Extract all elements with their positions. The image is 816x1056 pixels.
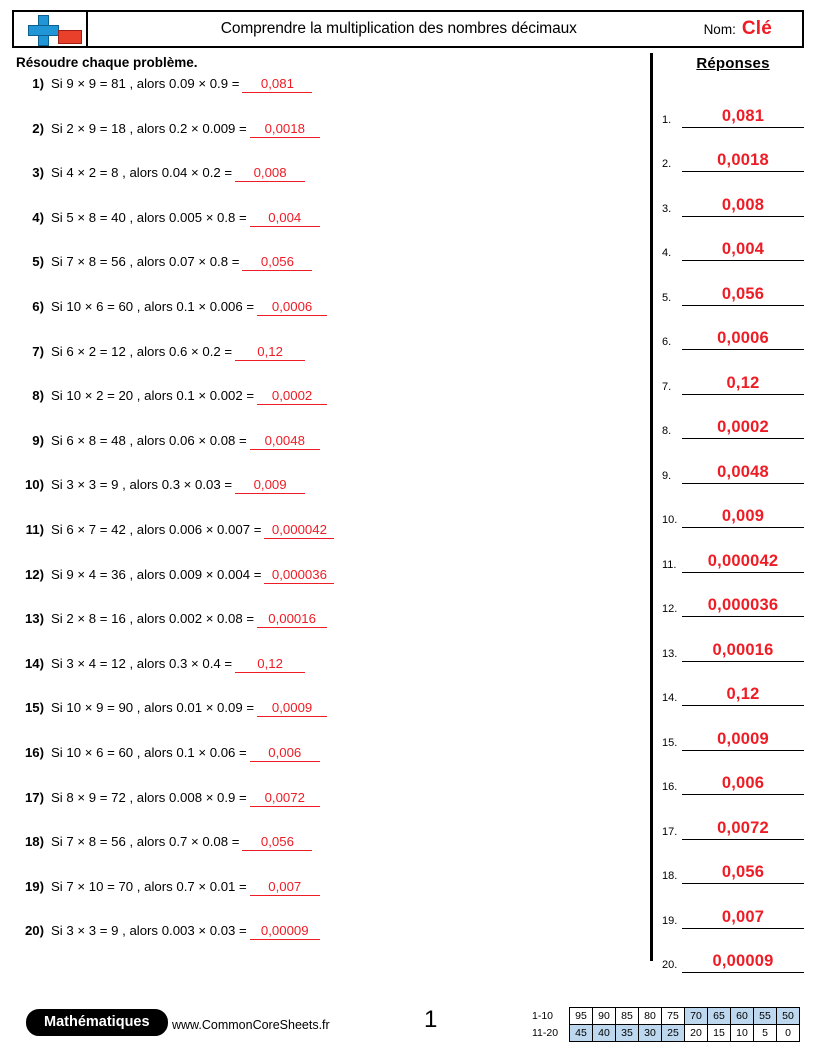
worksheet-body <box>12 55 804 971</box>
answer-number: 3. <box>662 202 672 215</box>
problem-text: Si 7 × 8 = 56 , alors 0.07 × 0.8 = <box>51 254 240 270</box>
column-divider <box>650 53 653 961</box>
answer-row <box>662 439 804 484</box>
worksheet-header <box>12 10 804 48</box>
problem-answer-blank[interactable]: 0,0006 <box>257 299 327 316</box>
page-title: Comprendre la multiplication des nombres décimaux <box>220 20 577 37</box>
problem-number: 14) <box>24 655 44 671</box>
problem-answer-blank[interactable]: 0,007 <box>250 879 320 896</box>
score-cell: 20 <box>685 1025 708 1042</box>
problem-number: 20) <box>24 923 44 939</box>
answer-row <box>662 795 804 840</box>
instructions-text: Résoudre chaque problème. <box>16 55 198 70</box>
problem-answer-blank[interactable]: 0,008 <box>235 165 305 182</box>
name-label: Nom: <box>703 21 736 37</box>
answer-row <box>662 528 804 573</box>
score-cell: 35 <box>616 1025 639 1042</box>
answer-row <box>662 706 804 751</box>
problem-number: 13) <box>24 611 44 627</box>
problem-row <box>12 834 644 879</box>
answer-number: 4. <box>662 247 672 259</box>
problem-row <box>12 700 644 745</box>
answer-value[interactable]: 0,0002 <box>682 418 804 439</box>
answer-value[interactable]: 0,0006 <box>682 329 804 350</box>
answer-number: 14. <box>662 692 678 704</box>
answer-row <box>662 128 804 173</box>
score-cell: 65 <box>708 1008 731 1025</box>
problem-text: Si 7 × 8 = 56 , alors 0.7 × 0.08 = <box>51 834 240 850</box>
problem-row <box>12 611 644 656</box>
problem-row <box>12 165 644 210</box>
problem-answer-blank[interactable]: 0,00009 <box>250 923 320 940</box>
answer-row <box>662 261 804 306</box>
problem-answer-blank[interactable]: 0,000042 <box>264 522 334 539</box>
answers-title: Réponses <box>696 55 770 72</box>
problem-number: 7) <box>32 343 44 359</box>
answer-number: 5. <box>662 291 672 304</box>
answer-row <box>662 751 804 796</box>
answer-row <box>662 617 804 662</box>
answer-number: 2. <box>662 158 672 170</box>
problem-answer-blank[interactable]: 0,056 <box>242 834 312 851</box>
answer-value[interactable]: 0,0072 <box>682 819 804 840</box>
problem-answer-blank[interactable]: 0,0002 <box>257 388 327 405</box>
answer-number: 13. <box>662 647 678 660</box>
problem-row <box>12 76 644 121</box>
problem-text: Si 6 × 2 = 12 , alors 0.6 × 0.2 = <box>51 343 233 359</box>
problem-number: 16) <box>24 744 44 760</box>
answer-row <box>662 573 804 618</box>
answer-value[interactable]: 0,12 <box>682 685 804 706</box>
problem-number: 5) <box>32 254 44 270</box>
answer-number: 1. <box>662 113 672 126</box>
problem-row <box>12 388 644 433</box>
score-cell: 5 <box>754 1025 777 1042</box>
answer-value[interactable]: 0,0009 <box>682 730 804 751</box>
answer-row <box>662 662 804 707</box>
score-row <box>532 1008 800 1025</box>
problem-text: Si 9 × 4 = 36 , alors 0.009 × 0.004 = <box>51 566 262 582</box>
problem-row <box>12 790 644 835</box>
answer-number: 6. <box>662 336 672 348</box>
score-cell: 25 <box>662 1025 685 1042</box>
answer-number: 12. <box>662 603 678 615</box>
logo-container <box>14 12 88 46</box>
worksheet-footer <box>12 1004 804 1048</box>
problem-text: Si 10 × 6 = 60 , alors 0.1 × 0.06 = <box>51 744 247 760</box>
problem-row <box>12 477 644 522</box>
problem-number: 12) <box>24 566 44 582</box>
answers-column <box>662 55 804 973</box>
score-cell: 95 <box>570 1008 593 1025</box>
logo-red-bar-icon <box>58 30 82 44</box>
problem-number: 18) <box>24 834 44 850</box>
answer-value[interactable]: 0,081 <box>682 107 804 128</box>
answer-value[interactable]: 0,009 <box>682 507 804 528</box>
problem-answer-blank[interactable]: 0,00016 <box>257 611 327 628</box>
score-row-label: 1-10 <box>532 1010 554 1022</box>
answer-value[interactable]: 0,0048 <box>682 463 804 484</box>
problem-text: Si 9 × 9 = 81 , alors 0.09 × 0.9 = <box>51 76 240 91</box>
problem-text: Si 7 × 10 = 70 , alors 0.7 × 0.01 = <box>51 878 247 894</box>
answer-value[interactable]: 0,004 <box>682 240 804 261</box>
problem-row <box>12 121 644 166</box>
answer-value[interactable]: 0,056 <box>682 863 804 884</box>
score-table <box>532 1007 800 1042</box>
problem-row <box>12 299 644 344</box>
problem-answer-blank[interactable]: 0,004 <box>250 210 320 227</box>
answer-number: 18. <box>662 870 678 882</box>
answer-row <box>662 484 804 529</box>
problem-number: 4) <box>32 209 44 225</box>
score-row <box>532 1025 800 1042</box>
answer-value[interactable]: 0,006 <box>682 774 804 795</box>
answer-value[interactable]: 0,000036 <box>682 596 804 617</box>
problem-number: 2) <box>32 120 44 136</box>
name-value: Clé <box>741 18 772 39</box>
answer-number: 16. <box>662 781 678 793</box>
score-row-label: 11-20 <box>532 1027 559 1039</box>
answer-number: 19. <box>662 914 678 927</box>
problem-number: 6) <box>32 298 44 314</box>
score-cell: 85 <box>616 1008 639 1025</box>
problem-row <box>12 433 644 478</box>
answer-value[interactable]: 0,056 <box>682 285 804 306</box>
score-cell: 50 <box>777 1008 800 1025</box>
problem-row <box>12 656 644 701</box>
problem-text: Si 10 × 9 = 90 , alors 0.01 × 0.09 = <box>51 700 255 716</box>
answer-row <box>662 172 804 217</box>
problem-answer-blank[interactable]: 0,0009 <box>257 700 327 717</box>
problem-number: 8) <box>32 388 44 404</box>
page-number: 1 <box>424 1006 438 1033</box>
problem-answer-blank[interactable]: 0,000036 <box>264 567 334 584</box>
answer-row <box>662 884 804 929</box>
score-cell: 80 <box>639 1008 662 1025</box>
answer-number: 9. <box>662 469 672 482</box>
score-cell: 15 <box>708 1025 731 1042</box>
problem-text: Si 6 × 7 = 42 , alors 0.006 × 0.007 = <box>51 521 262 537</box>
score-cell: 45 <box>570 1025 593 1042</box>
answer-row <box>662 929 804 974</box>
problem-number: 15) <box>24 700 44 716</box>
answer-row <box>662 217 804 262</box>
problem-text: Si 10 × 6 = 60 , alors 0.1 × 0.006 = <box>51 298 255 314</box>
problem-text: Si 10 × 2 = 20 , alors 0.1 × 0.002 = <box>51 388 255 404</box>
answer-value[interactable]: 0,00016 <box>682 641 804 662</box>
score-cell: 60 <box>731 1008 754 1025</box>
problem-text: Si 2 × 8 = 16 , alors 0.002 × 0.08 = <box>51 611 255 627</box>
answer-row <box>662 395 804 440</box>
problem-row <box>12 923 644 968</box>
plus-block-logo-icon <box>28 15 58 45</box>
answer-row <box>662 306 804 351</box>
problems-column <box>12 55 644 968</box>
problem-text: Si 5 × 8 = 40 , alors 0.005 × 0.8 = <box>51 209 247 225</box>
answer-value[interactable]: 0,0018 <box>682 151 804 172</box>
problem-answer-blank[interactable]: 0,0048 <box>250 433 320 450</box>
problem-text: Si 8 × 9 = 72 , alors 0.008 × 0.9 = <box>51 789 247 805</box>
problem-row <box>12 745 644 790</box>
score-cell: 90 <box>593 1008 616 1025</box>
problem-number: 19) <box>24 878 44 894</box>
score-cell: 40 <box>593 1025 616 1042</box>
problem-text: Si 3 × 3 = 9 , alors 0.003 × 0.03 = <box>51 923 247 939</box>
problem-row <box>12 254 644 299</box>
problem-answer-blank[interactable]: 0,009 <box>235 477 305 494</box>
answer-row <box>662 840 804 885</box>
problem-answer-blank[interactable]: 0,12 <box>235 344 305 361</box>
problem-text: Si 6 × 8 = 48 , alors 0.06 × 0.08 = <box>51 432 247 448</box>
site-url: www.CommonCoreSheets.fr <box>172 1018 330 1032</box>
score-cell: 10 <box>731 1025 754 1042</box>
problem-row <box>12 879 644 924</box>
subject-badge: Mathématiques <box>26 1009 168 1036</box>
problem-text: Si 4 × 2 = 8 , alors 0.04 × 0.2 = <box>51 165 233 181</box>
problem-number: 9) <box>32 432 44 448</box>
answer-number: 10. <box>662 514 678 526</box>
problem-text: Si 3 × 3 = 9 , alors 0.3 × 0.03 = <box>51 477 233 493</box>
problem-row <box>12 522 644 567</box>
score-cell: 30 <box>639 1025 662 1042</box>
score-cell: 70 <box>685 1008 708 1025</box>
answer-value[interactable]: 0,12 <box>682 374 804 395</box>
answer-number: 17. <box>662 825 678 838</box>
answer-number: 8. <box>662 425 672 437</box>
problem-number: 17) <box>24 789 44 805</box>
answer-number: 15. <box>662 736 678 749</box>
answer-value[interactable]: 0,008 <box>682 196 804 217</box>
problem-row <box>12 210 644 255</box>
problem-answer-blank[interactable]: 0,0072 <box>250 790 320 807</box>
problem-number: 11) <box>25 521 44 537</box>
problem-number: 3) <box>32 165 44 181</box>
answer-row <box>662 83 804 128</box>
answer-value[interactable]: 0,000042 <box>682 552 804 573</box>
problem-text: Si 3 × 4 = 12 , alors 0.3 × 0.4 = <box>51 655 233 671</box>
problem-answer-blank[interactable]: 0,12 <box>235 656 305 673</box>
problem-row <box>12 344 644 389</box>
answer-number: 11. <box>662 558 677 571</box>
problem-answer-blank[interactable]: 0,056 <box>242 254 312 271</box>
answer-number: 7. <box>662 380 672 393</box>
problem-answer-blank[interactable]: 0,006 <box>250 745 320 762</box>
problem-text: Si 2 × 9 = 18 , alors 0.2 × 0.009 = <box>51 120 247 136</box>
problem-number: 10) <box>24 477 44 493</box>
answer-number: 20. <box>662 959 678 971</box>
score-cell: 75 <box>662 1008 685 1025</box>
answer-value[interactable]: 0,007 <box>682 908 804 929</box>
problem-answer-blank[interactable]: 0,0018 <box>250 121 320 138</box>
score-cell: 55 <box>754 1008 777 1025</box>
problem-row <box>12 567 644 612</box>
answer-value[interactable]: 0,00009 <box>682 952 804 973</box>
problem-answer-blank[interactable]: 0,081 <box>242 76 312 93</box>
score-cell: 0 <box>777 1025 800 1042</box>
problem-number: 1) <box>32 76 44 91</box>
answer-row <box>662 350 804 395</box>
